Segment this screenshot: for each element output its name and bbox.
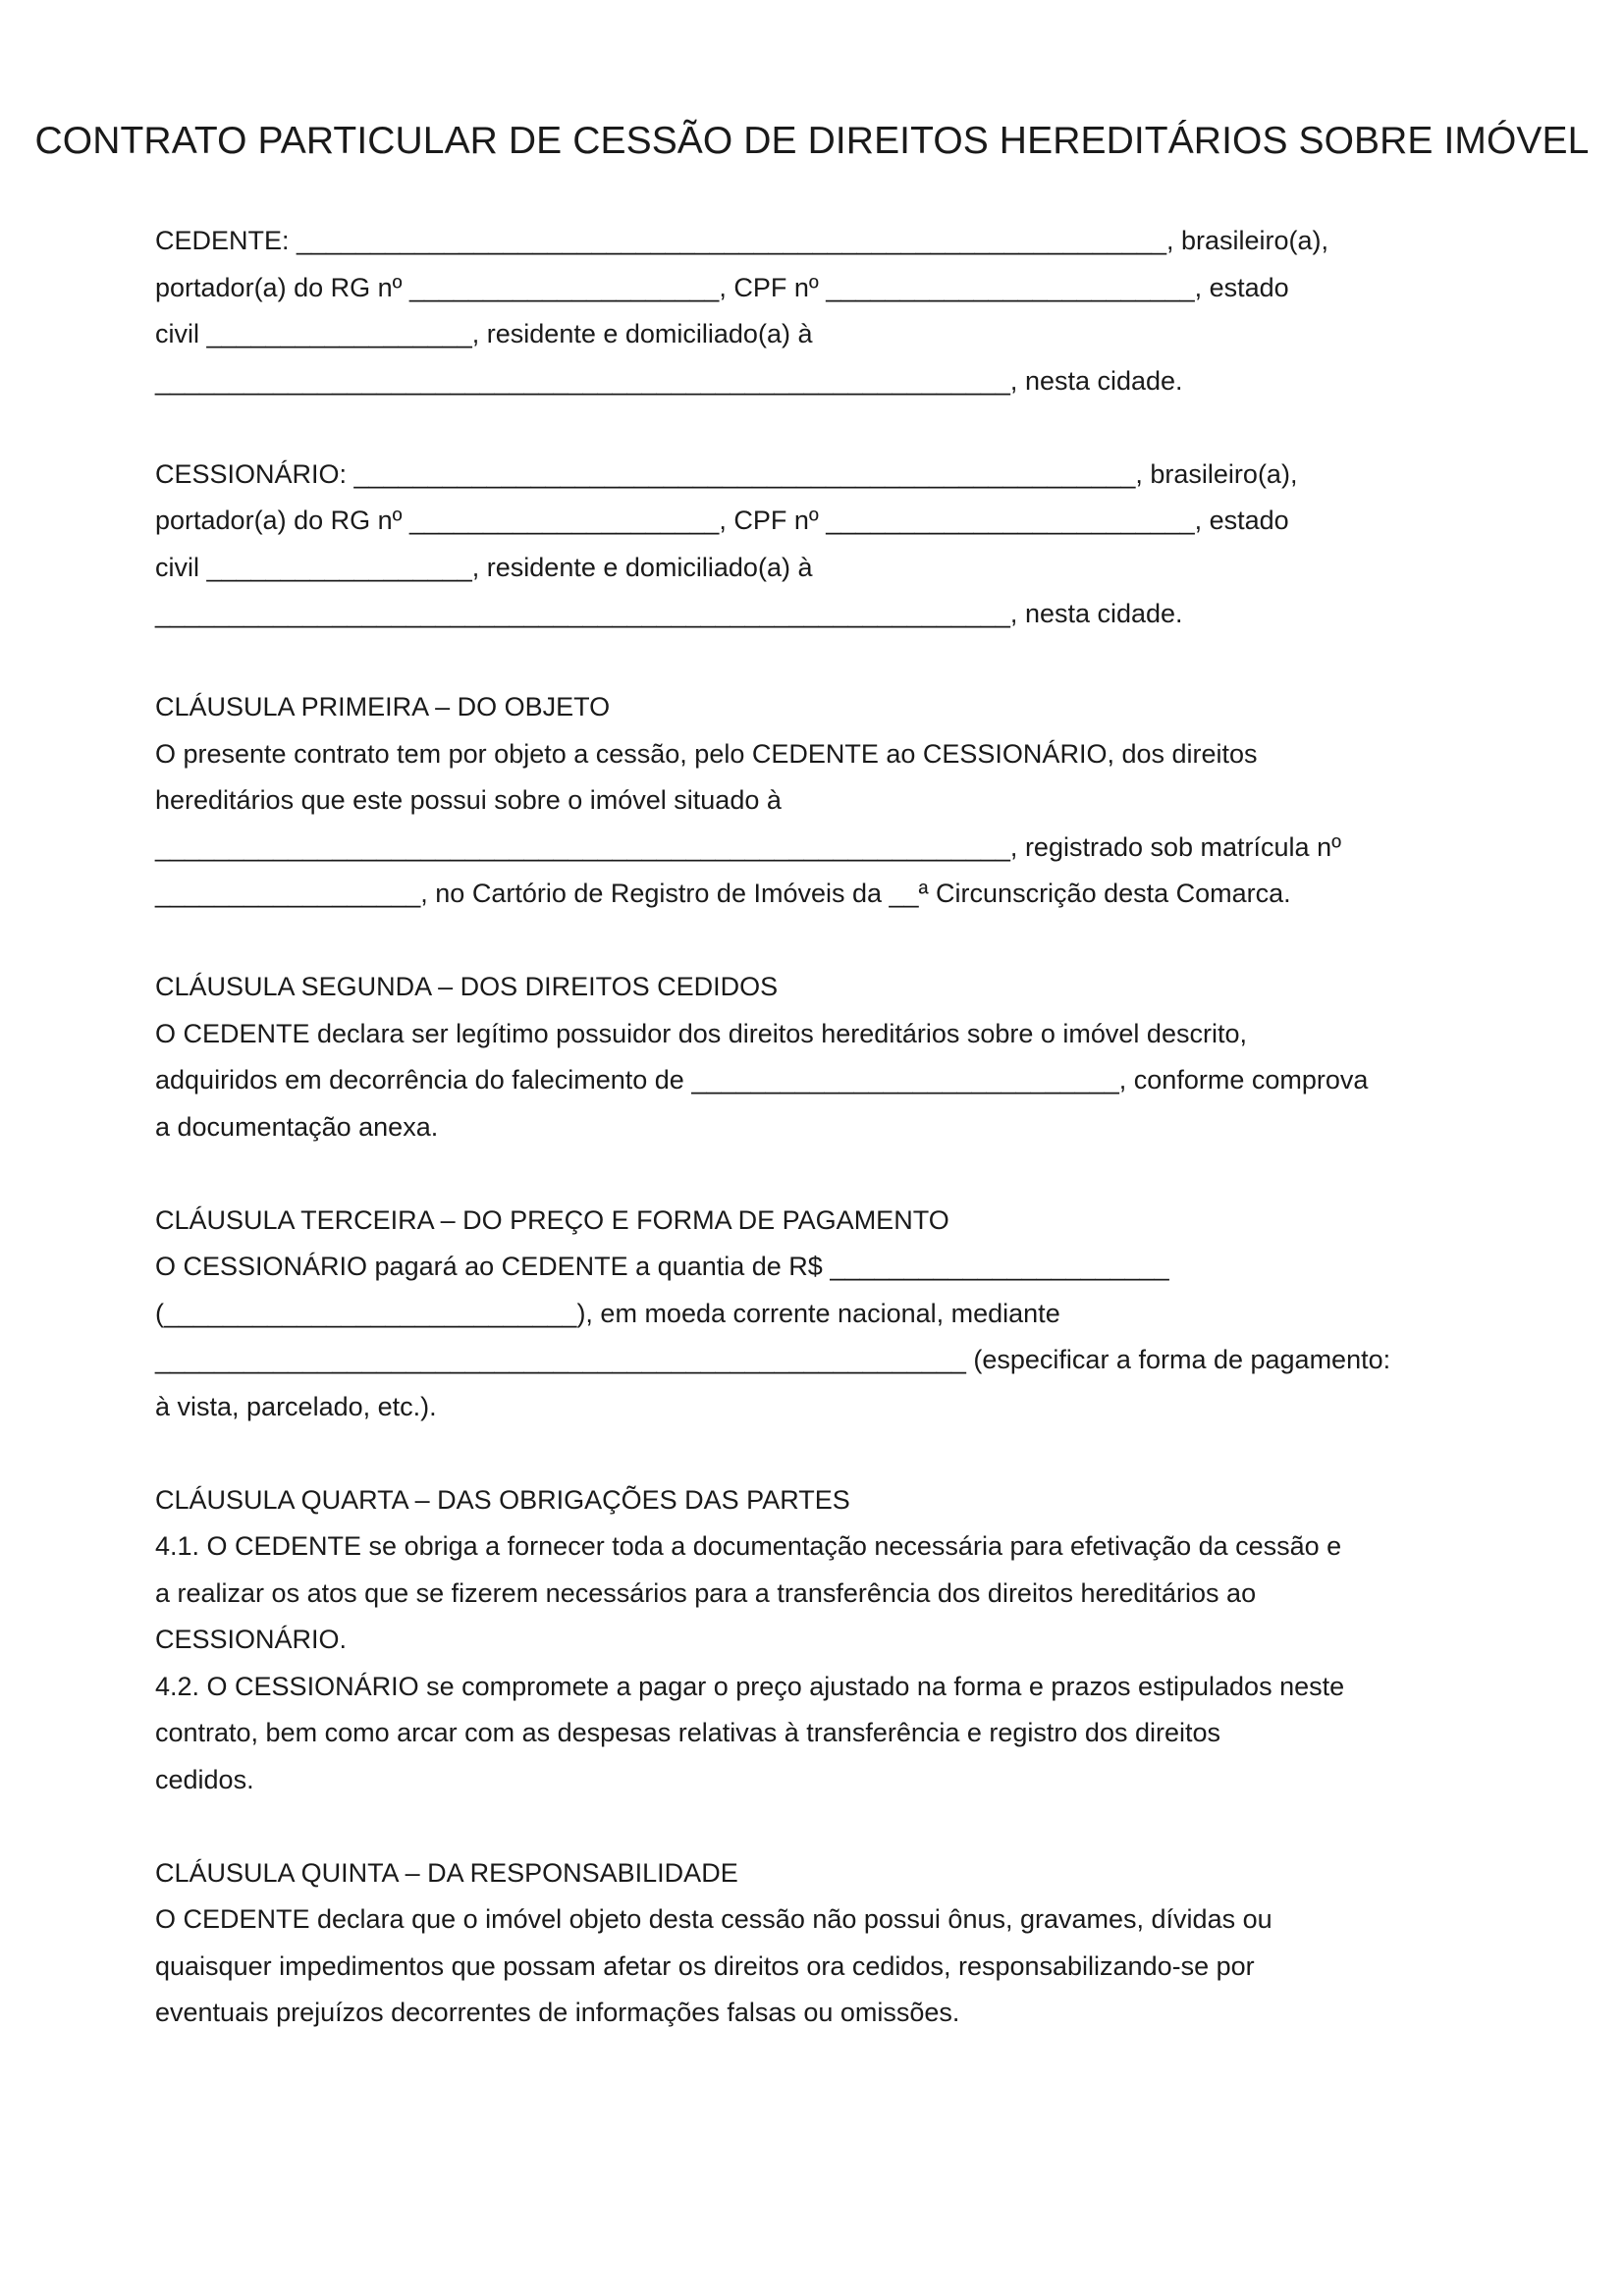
clausula-quinta [155, 1850, 1530, 2037]
clause-line: O CEDENTE declara ser legítimo possuidor dos direitos hereditários sobre o imóvel descrito, [155, 1018, 1247, 1048]
clause-line: _______________________________________________________ (especificar a forma de pagamento: [155, 1345, 1391, 1374]
clausula-terceira [155, 1198, 1530, 1431]
cedente-line: portador(a) do RG nº _____________________, CPF nº _________________________, estado [155, 272, 1289, 302]
clause-heading: CLÁUSULA TERCEIRA – DO PREÇO E FORMA DE PAGAMENTO [155, 1204, 949, 1235]
spacer [155, 1803, 1530, 1850]
clause-heading: CLÁUSULA SEGUNDA – DOS DIREITOS CEDIDOS [155, 972, 779, 1001]
cedente-line: CEDENTE: ___________________________________________________________, brasileiro(a), [155, 226, 1329, 255]
clausula-primeira [155, 684, 1530, 918]
spacer [155, 1150, 1530, 1198]
clause-heading: CLÁUSULA QUARTA – DAS OBRIGAÇÕES DAS PARTES [155, 1484, 850, 1515]
clause-line: eventuais prejuízos decorrentes de informações falsas ou omissões. [155, 1998, 960, 2027]
cedente-line: __________________________________________________________, nesta cidade. [155, 365, 1183, 396]
document-title: CONTRATO PARTICULAR DE CESSÃO DE DIREITOS HEREDITÁRIOS SOBRE IMÓVEL [34, 120, 1590, 162]
spacer [155, 918, 1530, 965]
spacer [155, 638, 1530, 685]
clausula-quarta [155, 1477, 1530, 1804]
cessionario-line: portador(a) do RG nº _____________________, CPF nº _________________________, estado [155, 506, 1289, 535]
clause-line: 4.2. O CESSIONÁRIO se compromete a pagar o preço ajustado na forma e prazos estipulados neste [155, 1671, 1345, 1701]
clause-heading: CLÁUSULA PRIMEIRA – DO OBJETO [155, 692, 611, 721]
clause-line: cedidos. [155, 1764, 254, 1794]
document-body [155, 218, 1530, 2037]
clausula-segunda [155, 964, 1530, 1150]
clause-line: __________________________________________________________, registrado sob matrícula nº [155, 831, 1341, 862]
clause-line: adquiridos em decorrência do falecimento de _____________________________, conforme comprova [155, 1065, 1369, 1095]
clause-line: hereditários que este possui sobre o imóvel situado à [155, 785, 782, 815]
spacer [155, 1430, 1530, 1477]
clause-line: quaisquer impedimentos que possam afetar os direitos ora cedidos, responsabilizando-se por [155, 1950, 1255, 1981]
clause-line: 4.1. O CEDENTE se obriga a fornecer toda a documentação necessária para efetivação da cessão e [155, 1531, 1342, 1561]
clause-line: (____________________________), em moeda corrente nacional, mediante [155, 1298, 1060, 1328]
clause-heading: CLÁUSULA QUINTA – DA RESPONSABILIDADE [155, 1857, 738, 1888]
clause-line: O CEDENTE declara que o imóvel objeto desta cessão não possui ônus, gravames, dívidas ou [155, 1904, 1272, 1934]
cedente-section [155, 218, 1530, 404]
clause-line: CESSIONÁRIO. [155, 1625, 348, 1654]
cessionario-line: CESSIONÁRIO: _____________________________________________________, brasileiro(a), [155, 458, 1298, 489]
clause-line: O CESSIONÁRIO pagará ao CEDENTE a quantia de R$ _______________________ [155, 1252, 1169, 1281]
spacer [155, 404, 1530, 452]
clause-line: à vista, parcelado, etc.). [155, 1391, 437, 1421]
clause-line: __________________, no Cartório de Registro de Imóveis da __ª Circunscrição desta Comarca. [155, 879, 1291, 908]
cessionario-section [155, 452, 1530, 638]
clause-line: contrato, bem como arcar com as despesas relativas à transferência e registro dos direitos [155, 1718, 1220, 1747]
cessionario-line: civil __________________, residente e domiciliado(a) à [155, 552, 813, 582]
cedente-line: civil __________________, residente e domiciliado(a) à [155, 319, 813, 348]
clause-line: a realizar os atos que se fizerem necessários para a transferência dos direitos hereditários ao [155, 1577, 1257, 1608]
cessionario-line: __________________________________________________________, nesta cidade. [155, 599, 1183, 628]
clause-line: a documentação anexa. [155, 1111, 439, 1142]
clause-line: O presente contrato tem por objeto a cessão, pelo CEDENTE ao CESSIONÁRIO, dos direitos [155, 738, 1258, 769]
